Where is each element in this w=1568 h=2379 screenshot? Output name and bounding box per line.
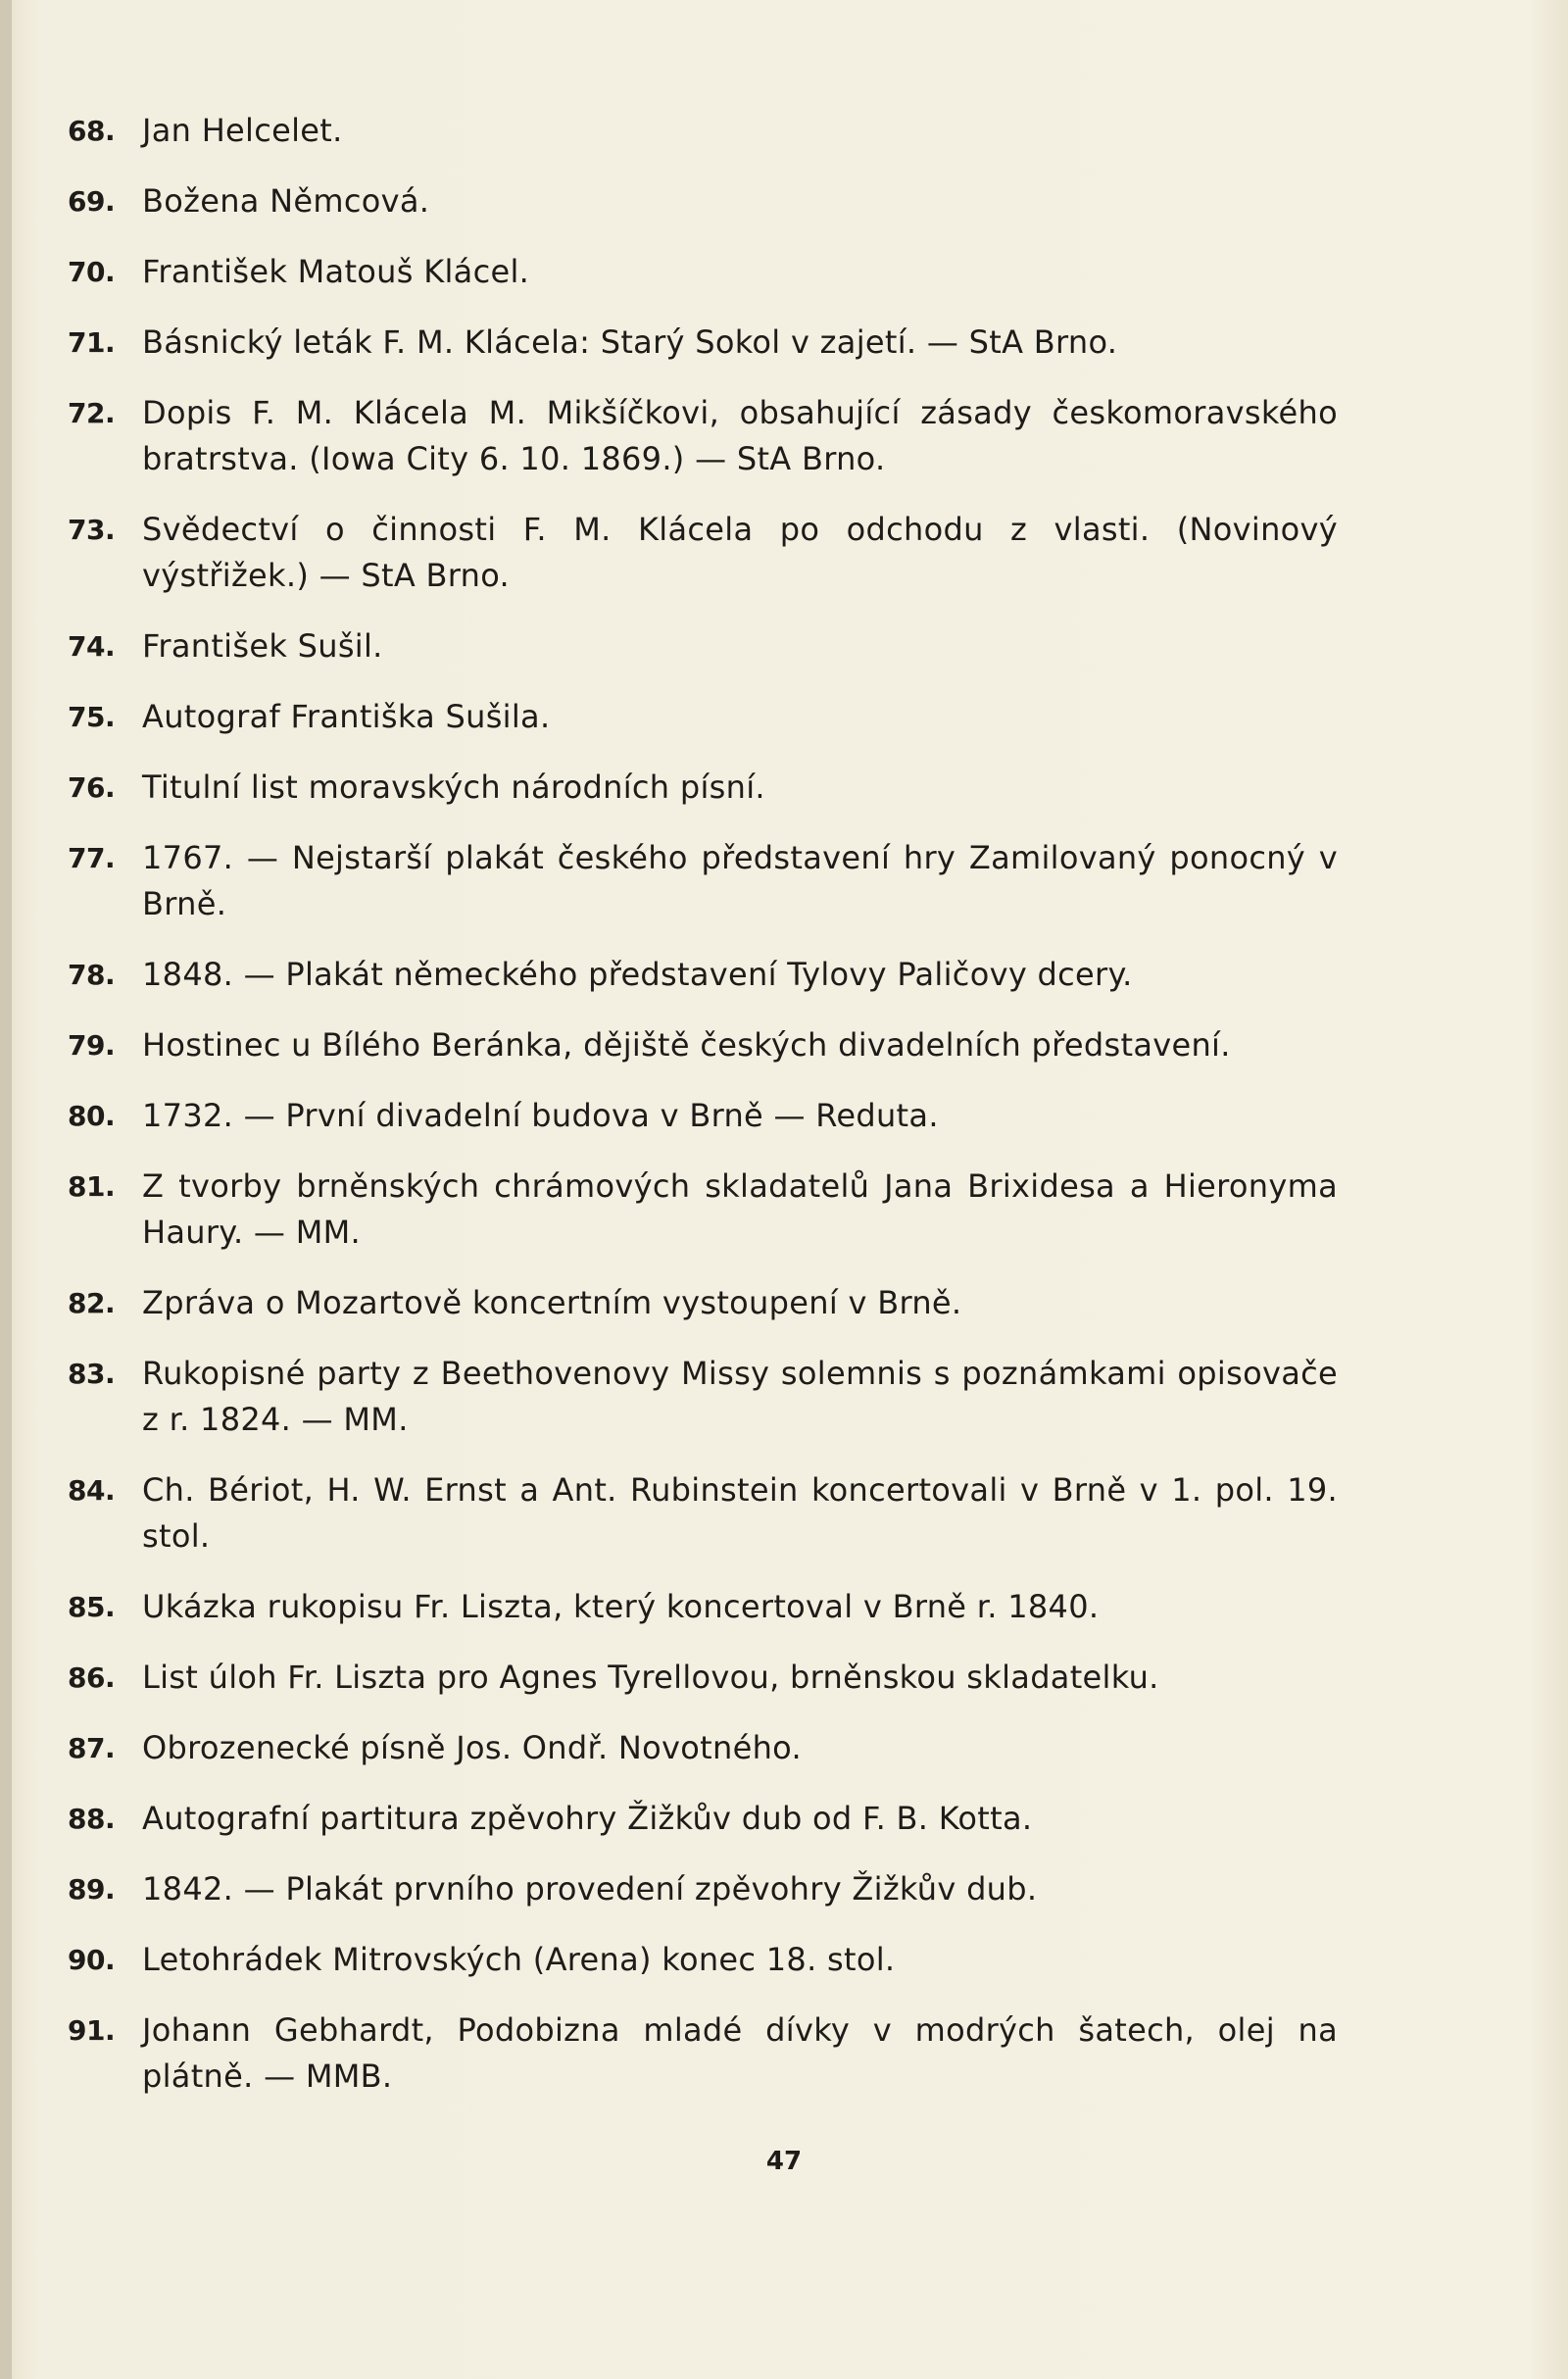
- entry-text: 1732. — První divadelní budova v Brně — Reduta.: [142, 1097, 939, 1134]
- entry-text: Hostinec u Bílého Beránka, dějiště českých divadelních představení.: [142, 1026, 1231, 1064]
- entry-text: Obrozenecké písně Jos. Ondř. Novotného.: [142, 1729, 802, 1766]
- entry-text: 1767. — Nejstarší plakát českého představení hry Zamilovaný ponocný v Brně.: [142, 839, 1338, 922]
- list-item: [0, 1351, 1568, 1443]
- list-item: [0, 765, 1568, 811]
- entry-number: 79.: [68, 1029, 116, 1062]
- list-item: [0, 108, 1568, 154]
- entry-text: František Matouš Klácel.: [142, 253, 530, 290]
- list-item: [0, 1937, 1568, 1983]
- entry-text: 1842. — Plakát prvního provedení zpěvohry Žižkův dub.: [142, 1870, 1038, 1908]
- entry-text: Autograf Františka Sušila.: [142, 698, 551, 735]
- entry-number: 72.: [68, 397, 116, 429]
- list-item: [0, 1022, 1568, 1068]
- list-item: [0, 623, 1568, 669]
- entry-text: List úloh Fr. Liszta pro Agnes Tyrellovou, brněnskou skladatelku.: [142, 1659, 1159, 1696]
- list-item: [0, 249, 1568, 295]
- entry-text: Zpráva o Mozartově koncertním vystoupení v Brně.: [142, 1284, 962, 1321]
- entry-number: 80.: [68, 1100, 116, 1132]
- entry-text: Z tvorby brněnských chrámových skladatelů Jana Brixidesa a Hieronyma Haury. — MM.: [142, 1167, 1338, 1251]
- list-item: [0, 1280, 1568, 1326]
- entry-number: 89.: [68, 1873, 116, 1906]
- entry-number: 85.: [68, 1591, 116, 1623]
- list-item: [0, 1655, 1568, 1701]
- entry-number: 74.: [68, 630, 116, 663]
- entry-number: 91.: [68, 2014, 116, 2047]
- entry-number: 82.: [68, 1287, 116, 1319]
- list-item: [0, 1093, 1568, 1139]
- list-item: [0, 507, 1568, 599]
- entry-text: Svědectví o činnosti F. M. Klácela po odchodu z vlasti. (Novinový výstřižek.) — StA Brno.: [142, 511, 1338, 594]
- illustration-list: [0, 108, 1568, 2124]
- entry-number: 73.: [68, 514, 116, 546]
- entry-number: 86.: [68, 1661, 116, 1694]
- list-item: [0, 1164, 1568, 1256]
- list-item: [0, 952, 1568, 998]
- entry-text: Titulní list moravských národních písní.: [142, 768, 765, 806]
- list-item: [0, 1796, 1568, 1842]
- entry-text: Ch. Bériot, H. W. Ernst a Ant. Rubinstein koncertovali v Brně v 1. pol. 19. stol.: [142, 1471, 1338, 1555]
- entry-number: 81.: [68, 1170, 116, 1203]
- page-number: 47: [765, 2147, 803, 2176]
- entry-text: Básnický leták F. M. Klácela: Starý Sokol v zajetí. — StA Brno.: [142, 323, 1118, 361]
- entry-text: Božena Němcová.: [142, 182, 430, 220]
- entry-text: Autografní partitura zpěvohry Žižkův dub od F. B. Kotta.: [142, 1800, 1033, 1837]
- entry-text: Rukopisné party z Beethovenovy Missy solemnis s poznámkami opisovače z r. 1824. — MM.: [142, 1355, 1338, 1438]
- entry-text: Jan Helcelet.: [142, 112, 343, 149]
- list-item: [0, 1467, 1568, 1560]
- entry-number: 78.: [68, 959, 116, 991]
- entry-number: 75.: [68, 701, 116, 733]
- list-item: [0, 320, 1568, 366]
- list-item: [0, 835, 1568, 927]
- entry-number: 77.: [68, 842, 116, 874]
- list-item: [0, 1866, 1568, 1912]
- entry-text: Letohrádek Mitrovských (Arena) konec 18. stol.: [142, 1941, 896, 1978]
- entry-number: 90.: [68, 1944, 116, 1976]
- entry-text: František Sušil.: [142, 627, 383, 665]
- entry-number: 87.: [68, 1732, 116, 1764]
- entry-number: 68.: [68, 115, 116, 147]
- entry-number: 84.: [68, 1474, 116, 1507]
- entry-number: 70.: [68, 256, 116, 288]
- list-item: [0, 2007, 1568, 2100]
- entry-text: Dopis F. M. Klácela M. Mikšíčkovi, obsahující zásady českomoravského bratrstva. (Iowa City 6. 10. 1869.) — StA Brno.: [142, 394, 1338, 477]
- list-item: [0, 694, 1568, 740]
- list-item: [0, 390, 1568, 482]
- entry-number: 71.: [68, 326, 116, 359]
- entry-text: 1848. — Plakát německého představení Tylovy Paličovy dcery.: [142, 956, 1133, 993]
- entry-text: Ukázka rukopisu Fr. Liszta, který koncertoval v Brně r. 1840.: [142, 1588, 1100, 1625]
- list-item: [0, 1584, 1568, 1630]
- entry-number: 69.: [68, 185, 116, 218]
- entry-number: 83.: [68, 1358, 116, 1390]
- entry-number: 88.: [68, 1803, 116, 1835]
- list-item: [0, 178, 1568, 224]
- entry-number: 76.: [68, 771, 116, 804]
- entry-text: Johann Gebhardt, Podobizna mladé dívky v modrých šatech, olej na plátně. — MMB.: [142, 2011, 1338, 2095]
- list-item: [0, 1725, 1568, 1771]
